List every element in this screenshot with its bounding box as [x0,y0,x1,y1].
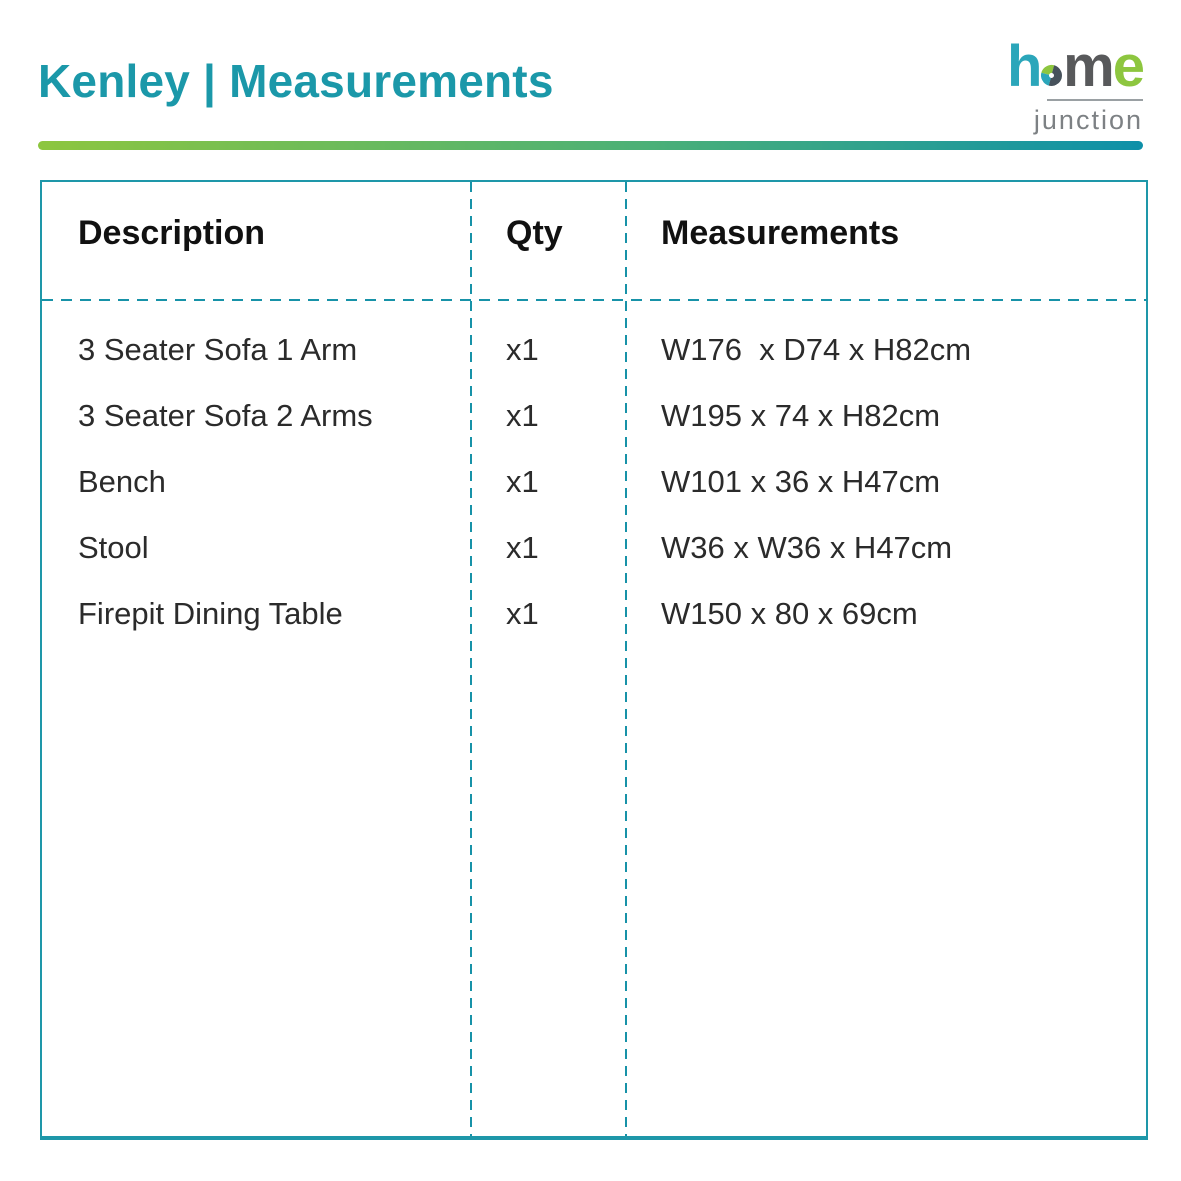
row-description: 3 Seater Sofa 2 Arms [78,398,373,433]
table-row [42,581,1146,647]
table-body [42,301,1146,647]
logo-o-swirl-icon [1038,61,1066,90]
gradient-divider [38,141,1143,150]
header-measurements: Measurements [661,214,900,252]
table-row [42,515,1146,581]
measurements-table [40,180,1148,1140]
header-description: Description [78,214,266,252]
page-title: Kenley | Measurements [38,55,554,107]
row-qty: x1 [506,398,539,433]
row-measurements: W195 x 74 x H82cm [661,398,941,433]
row-description: Bench [78,464,166,499]
table-header-row [42,182,1146,299]
row-description: Stool [78,530,149,565]
row-measurements: W176 x D74 x H82cm [661,332,972,367]
row-description: Firepit Dining Table [78,596,343,631]
logo-underline [1047,99,1143,101]
row-qty: x1 [506,530,539,565]
logo-letter-m: m [1063,34,1113,99]
logo-letter-e: e [1112,34,1143,99]
row-description: 3 Seater Sofa 1 Arm [78,332,358,367]
logo-junction-text: junction [1033,105,1143,135]
home-junction-logo [1007,34,1143,136]
table-row [42,449,1146,515]
row-qty: x1 [506,332,539,367]
row-measurements: W36 x W36 x H47cm [661,530,953,565]
logo-wordmark [1007,34,1143,99]
table-row [42,383,1146,449]
row-measurements: W101 x 36 x H47cm [661,464,941,499]
row-measurements: W150 x 80 x 69cm [661,596,918,631]
logo-letter-h: h [1007,34,1041,99]
header-qty: Qty [506,214,563,252]
table-row [42,317,1146,383]
row-qty: x1 [506,464,539,499]
row-qty: x1 [506,596,539,631]
